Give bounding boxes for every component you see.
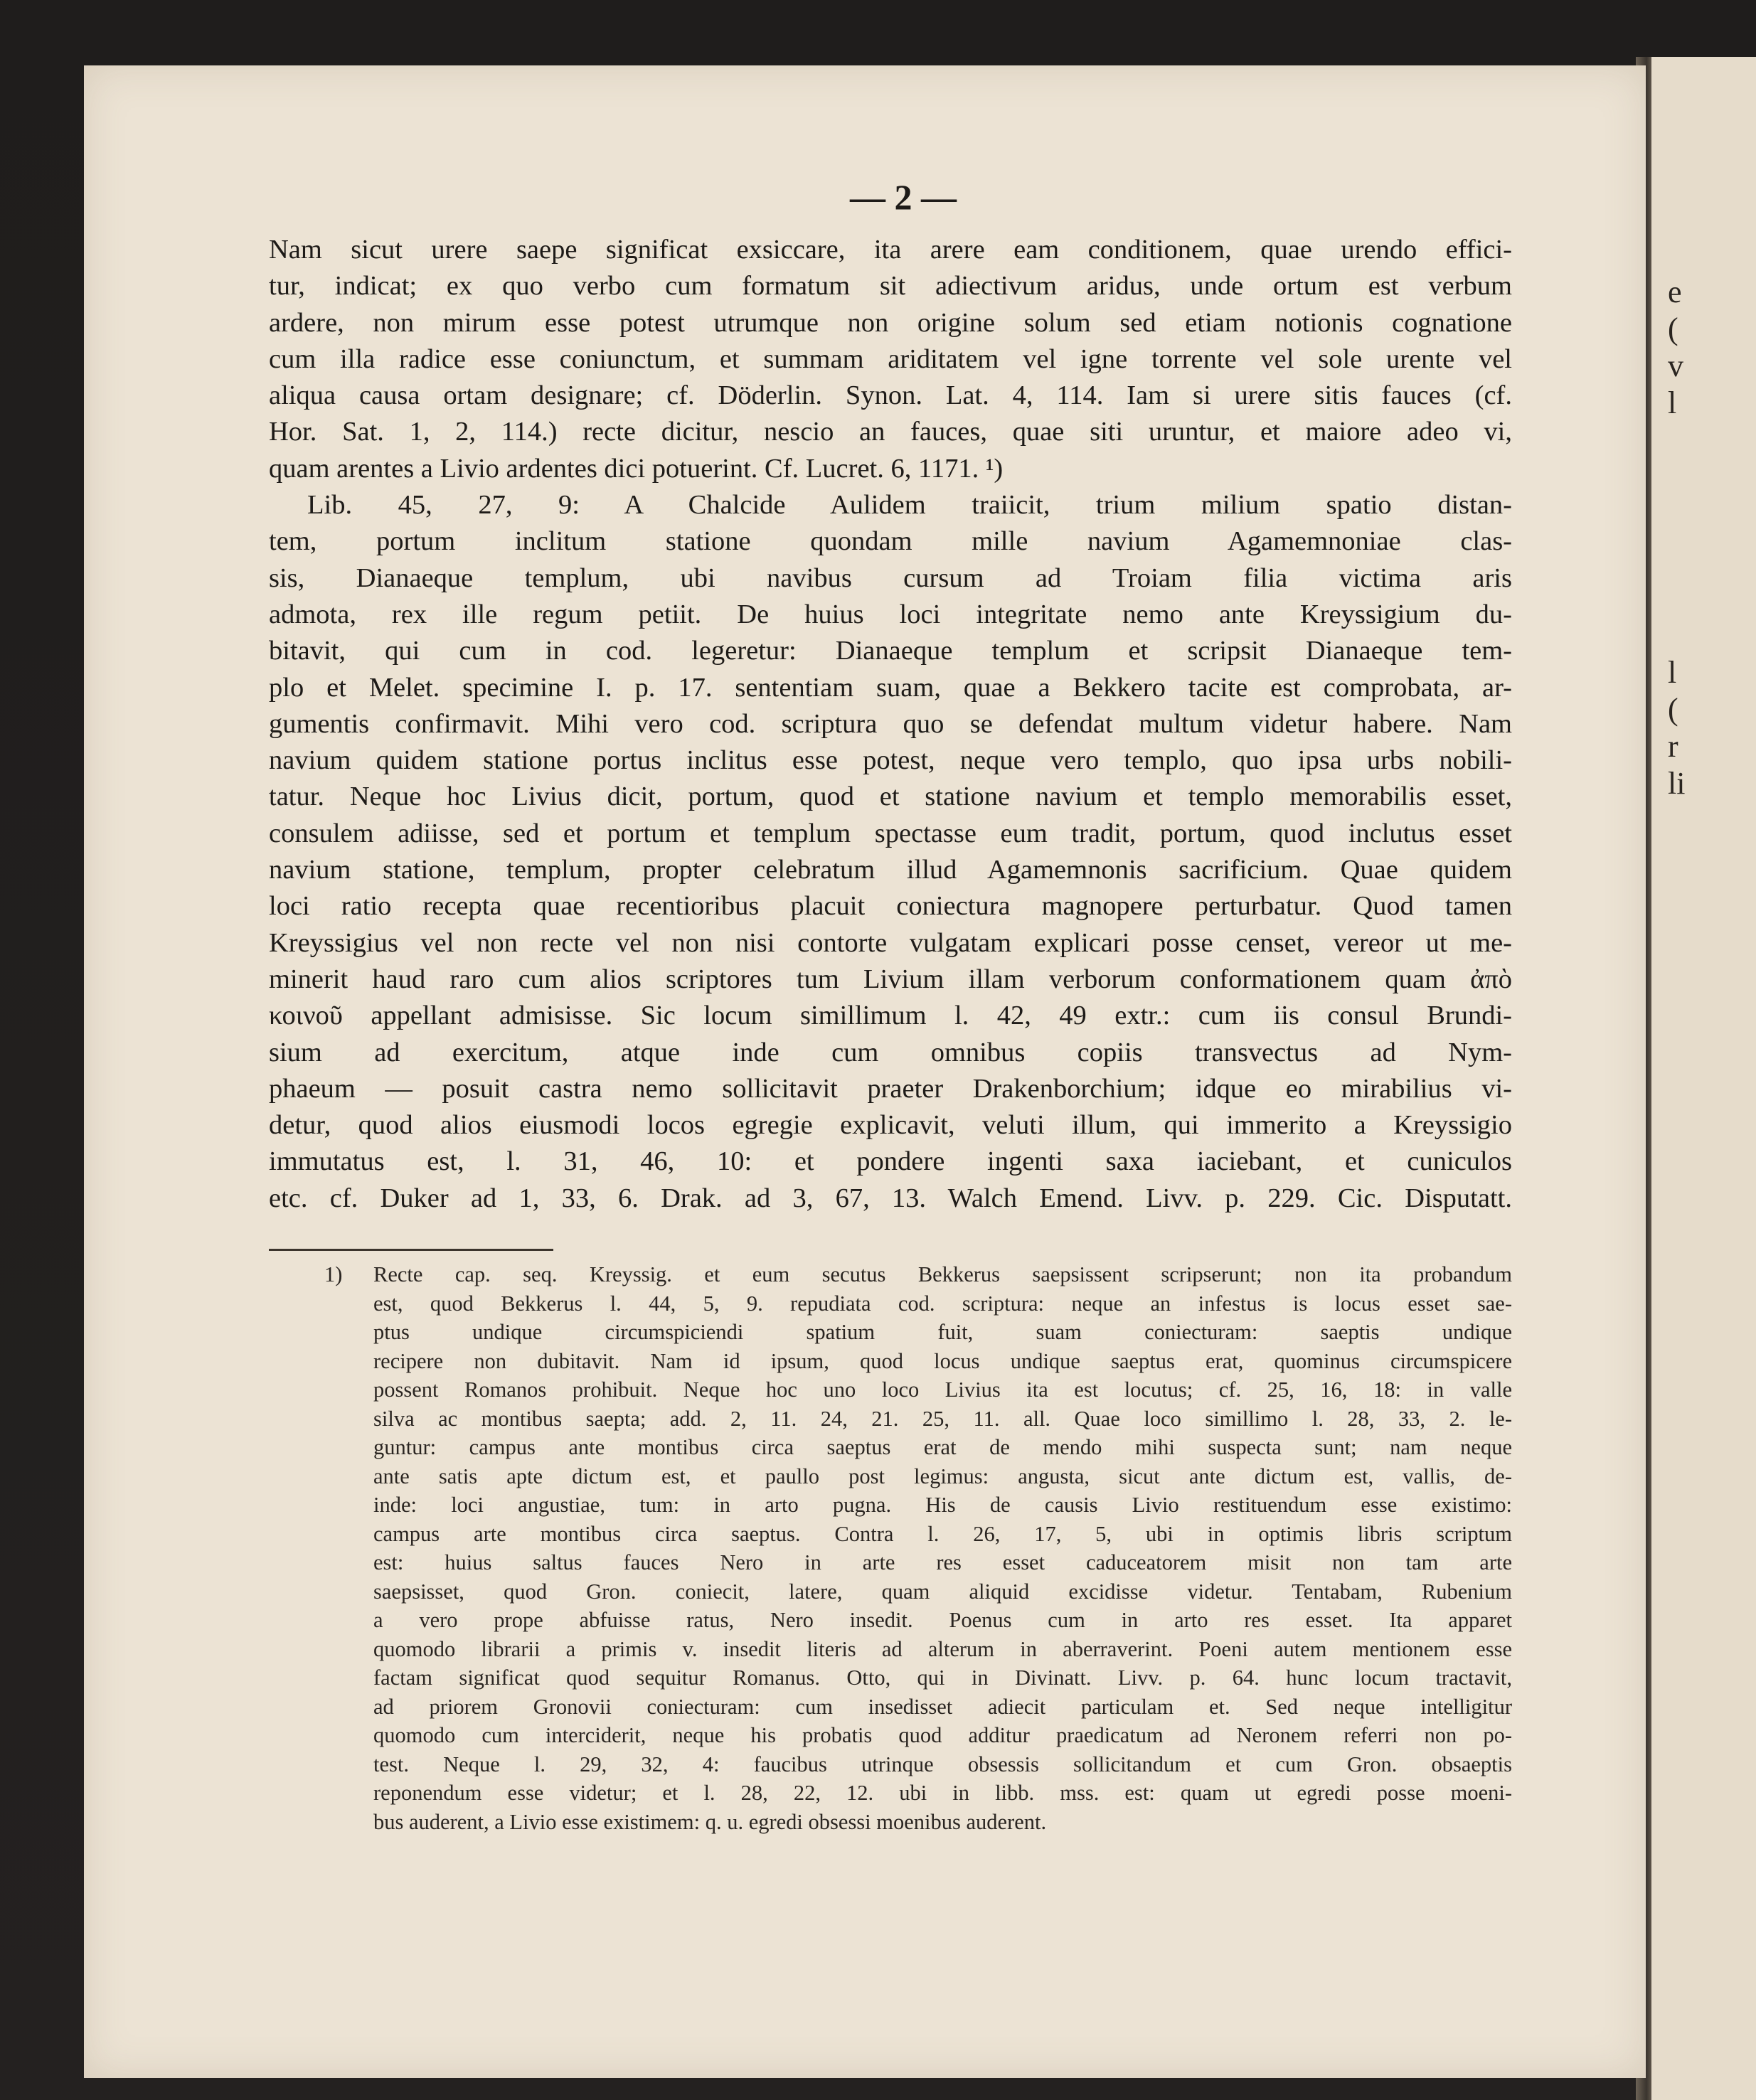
main-text-block [269, 232, 1512, 1217]
footnote-block [269, 1260, 1512, 1836]
text-line: tur, indicat; ex quo verbo cum formatum sit adiectivum aridus, unde ortum est verbum [269, 271, 1512, 302]
footnote-line: ptus undique circumspiciendi spatium fuit, suam coniecturam: saeptis undique [373, 1320, 1512, 1344]
text-line: Nam sicut urere saepe significat exsiccare, ita arere eam conditionem, quae urendo effici- [269, 235, 1512, 265]
text-line: immutatus est, l. 31, 46, 10: et pondere ingenti saxa iaciebant, et cuniculos [269, 1146, 1512, 1177]
text-line: etc. cf. Duker ad 1, 33, 6. Drak. ad 3, 67, 13. Walch Emend. Livv. p. 229. Cic. Disputatt. [269, 1183, 1512, 1213]
footnote-line: quomodo librarii a primis v. insedit literis ad alterum in aberraverint. Poeni autem mentionem esse [373, 1636, 1512, 1661]
page-number: — 2 — [850, 177, 957, 217]
text-line: tatur. Neque hoc Livius dicit, portum, quod et statione navium et templo memorabilis esset, [269, 782, 1512, 812]
text-line: admota, rex ille regum petiit. De huius loci integritate nemo ante Kreyssigium du- [269, 599, 1512, 629]
footnote-line: ante satis apte dictum est, et paullo post legimus: angusta, sicut ante dictum est, vallis, de- [373, 1464, 1512, 1488]
text-line: loci ratio recepta quae recentioribus placuit coniectura magnopere perturbatur. Quod tamen [269, 891, 1512, 922]
text-line: navium statione, templum, propter celebratum illud Agamemnonis sacrificium. Quae quidem [269, 855, 1512, 885]
footnote-line: bus auderent, a Livio esse existimem: q. u. egredi obsessi moenibus auderent. [373, 1809, 1047, 1834]
text-line: Kreyssigius vel non recte vel non nisi contorte vulgatam explicari posse censet, vereor ut me- [269, 927, 1512, 958]
footnote-line: est, quod Bekkerus l. 44, 5, 9. repudiata cod. scriptura: neque an infestus is locus esset sae- [373, 1291, 1512, 1316]
facing-page-fragment: e [1668, 275, 1682, 309]
text-line: detur, quod alios eiusmodi locos egregie explicavit, veluti illum, qui immerito a Kreyssigio [269, 1110, 1512, 1141]
text-line: Lib. 45, 27, 9: A Chalcide Aulidem traiicit, trium milium spatio distan- [307, 490, 1512, 521]
facing-page-fragment: ( [1668, 692, 1678, 727]
text-line: minerit haud raro cum alios scriptores tum Livium illam verborum conformationem quam ἀπὸ [269, 964, 1512, 994]
text-line: gumentis confirmavit. Mihi vero cod. scriptura quo se defendat multum videtur habere. Nam [269, 708, 1512, 739]
text-line: sis, Dianaeque templum, ubi navibus cursum ad Troiam filia victima aris [269, 563, 1512, 593]
footnote-line: a vero prope abfuisse ratus, Nero insedit. Poenus cum in arto res esset. Ita apparet [373, 1608, 1512, 1632]
footnote-line: campus arte montibus circa saeptus. Contra l. 26, 17, 5, ubi in optimis libris scriptum [373, 1521, 1512, 1546]
text-line: phaeum — posuit castra nemo sollicitavit praeter Drakenborchium; idque eo mirabilius vi- [269, 1073, 1512, 1104]
text-line: consulem adiisse, sed et portum et templum spectasse eum tradit, portum, quod inclutus esset [269, 818, 1512, 848]
facing-page-fragment: l [1668, 385, 1677, 420]
footnote-marker: 1) [324, 1262, 343, 1286]
footnote-line [269, 1260, 1512, 1289]
facing-page-fragment: r [1668, 729, 1678, 764]
footnote-line: test. Neque l. 29, 32, 4: faucibus utrinque obsessis sollicitandum et cum Gron. obsaeptis [373, 1752, 1512, 1776]
text-line: ardere, non mirum esse potest utrumque non origine solum sed etiam notionis cognatione [269, 307, 1512, 338]
footnote-rule [269, 1249, 553, 1251]
footnote-line: ad priorem Gronovii coniecturam: cum insedisset adiecit particulam et. Sed neque intelligitur [373, 1694, 1512, 1719]
footnote-line-text: Recte cap. seq. Kreyssig. et eum secutus Bekkerus saepsissent scripserunt; non ita probandum [373, 1262, 1512, 1286]
text-line: Hor. Sat. 1, 2, 114.) recte dicitur, nescio an fauces, quae siti uruntur, et maiore adeo vi, [269, 417, 1512, 447]
text-line: bitavit, qui cum in cod. legeretur: Dianaeque templum et scripsit Dianaeque tem- [269, 636, 1512, 666]
footnote-line: factam significat quod sequitur Romanus. Otto, qui in Divinatt. Livv. p. 64. hunc locum tractavit, [373, 1665, 1512, 1690]
footnote-line: reponendum esse videtur; et l. 28, 22, 12. ubi in libb. mss. est: quam ut egredi posse moeni- [373, 1781, 1512, 1805]
text-line: aliqua causa ortam designare; cf. Döderlin. Synon. Lat. 4, 114. Iam si urere sitis fauces (cf. [269, 380, 1512, 411]
facing-page-fragment: v [1668, 348, 1683, 383]
text-line: κοινοῦ appellant admisisse. Sic locum simillimum l. 42, 49 extr.: cum iis consul Brundi- [269, 1001, 1512, 1031]
footnote-line: inde: loci angustiae, tum: in arto pugna. His de causis Livio restituendum esse existimo: [373, 1493, 1512, 1517]
footnote-line: guntur: campus ante montibus circa saeptus erat de mendo mihi suspecta sunt; nam neque [373, 1435, 1512, 1459]
text-line: tem, portum inclitum statione quondam mille navium Agamemnoniae clas- [269, 526, 1512, 557]
text-line: cum illa radice esse coniunctum, et summam ariditatem vel igne torrente vel sole urente vel [269, 343, 1512, 374]
footnote-line: est: huius saltus fauces Nero in arte res esset caduceatorem misit non tam arte [373, 1550, 1512, 1574]
text-line: navium quidem statione portus inclitus esse potest, neque vero templo, quo ipsa urbs nobili- [269, 745, 1512, 776]
footnote-line: silva ac montibus saepta; add. 2, 11. 24, 21. 25, 11. all. Quae loco simillimo l. 28, 33, 2. le- [373, 1406, 1512, 1431]
footnote-line: possent Romanos prohibuit. Neque hoc uno loco Livius ita est locutus; cf. 25, 16, 18: in valle [373, 1377, 1512, 1402]
text-line: plo et Melet. specimine I. p. 17. sententiam suam, quae a Bekkero tacite est comprobata, ar- [269, 672, 1512, 703]
footnote-line: quomodo cum interciderit, neque his probatis quod additur praedicatum ad Neronem referri non po- [373, 1723, 1512, 1747]
facing-page-fragment: ( [1668, 311, 1678, 346]
footnote-line: recipere non dubitavit. Nam id ipsum, quod locus undique saeptus erat, quominus circumspicere [373, 1348, 1512, 1373]
facing-page-fragment: li [1668, 766, 1686, 801]
facing-page-fragment: l [1668, 655, 1677, 690]
footnote-line: saepsisset, quod Gron. coniecit, latere, quam aliquid excidisse videtur. Tentabam, Rubenium [373, 1579, 1512, 1604]
text-line: quam arentes a Livio ardentes dici potuerint. Cf. Lucret. 6, 1171. ¹) [269, 453, 1004, 484]
text-line: sium ad exercitum, atque inde cum omnibus copiis transvectus ad Nym- [269, 1037, 1512, 1067]
